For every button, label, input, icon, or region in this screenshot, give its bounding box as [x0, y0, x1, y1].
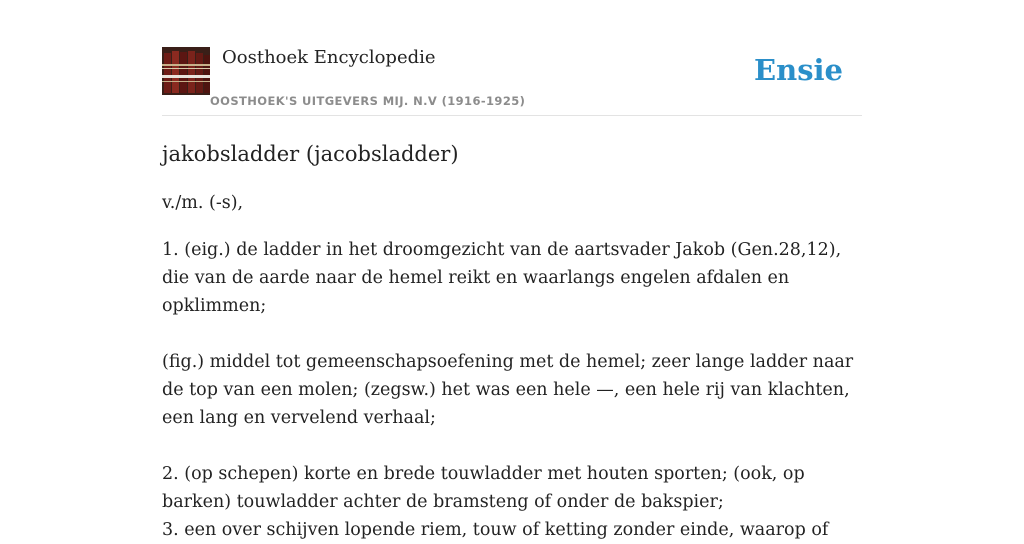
- entry-grammar: v./m. (-s),: [162, 193, 244, 213]
- source-header: [162, 46, 862, 116]
- publisher-label: OOSTHOEK'S UITGEVERS MIJ. N.V (1916-1925): [210, 94, 526, 108]
- entry-headword: jakobsladder (jacobsladder): [162, 142, 459, 166]
- ensie-logo-link[interactable]: Ensie: [754, 53, 843, 87]
- source-title[interactable]: Oosthoek Encyclopedie: [222, 47, 436, 68]
- book-spines-icon: [162, 47, 210, 95]
- source-avatar[interactable]: [162, 47, 210, 95]
- entry-definition: 1. (eig.) de ladder in het droomgezicht van de aartsvader Jakob (Gen.28,12), die van de aarde naar de hemel reikt en waarlangs engelen afdalen en opklimmen; (fig.) middel tot gemeenschapsoefening met de hemel; zeer lange ladder naar de top van een molen; (zegsw.) het was een hele —, een hele rij van klachten, een lang en vervelend verhaal; 2. (op schepen) korte en brede touwladder met houten sporten; (ook, op barken) touwladder achter de bramsteng of onder de bakspier; 3. een over schijven lopende riem, touw of ketting zonder einde, waarop of: [162, 240, 854, 540]
- entry-content: [162, 138, 862, 544]
